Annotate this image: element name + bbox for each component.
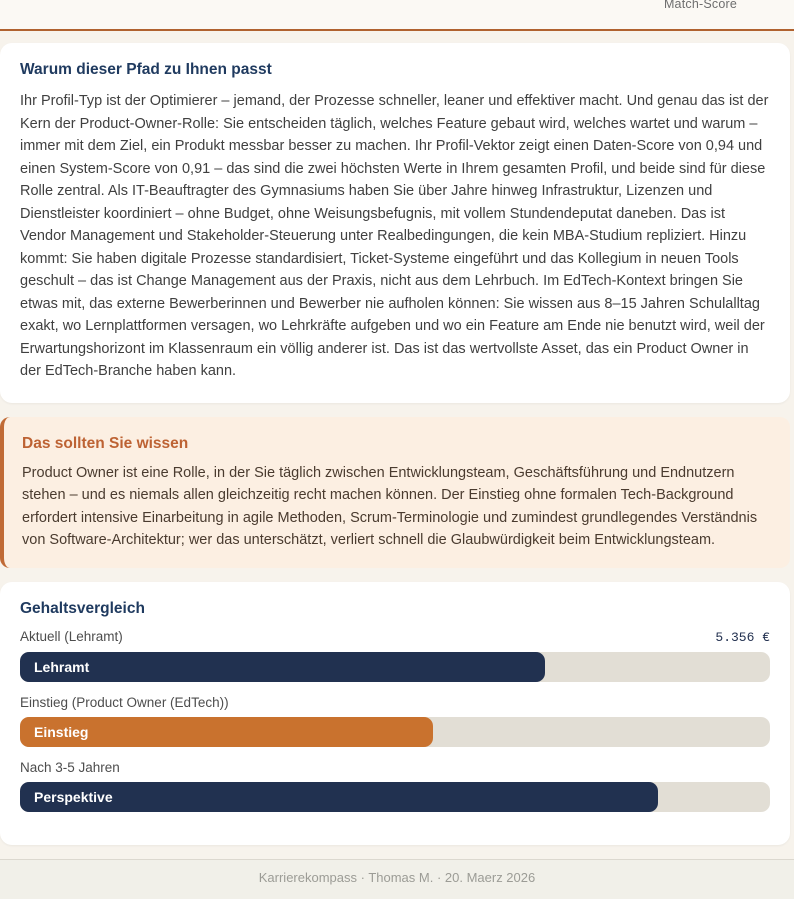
salary-bar-lehramt — [20, 652, 545, 682]
page-footer — [0, 859, 794, 899]
salary-row-head — [20, 695, 770, 710]
salary-row-label: Nach 3-5 Jahren — [20, 759, 120, 775]
salary-bar-track — [20, 717, 770, 747]
salary-row-label: Aktuell (Lehramt) — [20, 628, 123, 644]
salary-row-label: Einstieg (Product Owner (EdTech)) — [20, 694, 229, 710]
salary-bar-label: Lehramt — [34, 658, 90, 675]
salary-bar-track — [20, 652, 770, 682]
warning-card-title: Das sollten Sie wissen — [22, 434, 189, 452]
match-score-label: Match-Score — [663, 0, 737, 11]
salary-row-head — [20, 760, 770, 775]
salary-bar-label: Perspektive — [34, 788, 113, 805]
salary-row-current — [20, 629, 770, 682]
salary-bar-perspektive — [20, 782, 658, 812]
salary-bar-track — [20, 782, 770, 812]
warning-card — [0, 417, 790, 568]
salary-bar-einstieg — [20, 717, 433, 747]
main-content — [0, 31, 794, 859]
salary-row-entry — [20, 695, 770, 747]
salary-bar-label: Einstieg — [34, 723, 89, 740]
salary-row-perspective — [20, 760, 770, 812]
top-header — [0, 0, 794, 31]
warning-card-body: Product Owner ist eine Rolle, in der Sie täglich zwischen Entwicklungsteam, Geschäftsführung und Endnutzern stehen – und es niemals allen gleichzeitig recht machen können. Der Einstieg ohne formalen Tech-Background erfordert intensive Einarbeitung in agile Methoden, Scrum-Terminologie und zumindest grundlegendes Verständnis von Software-Architektur; wer das unterschätzt, verliert schnell die Glaubwürdigkeit beim Entwicklungsteam. — [22, 464, 758, 548]
reason-card-body: Ihr Profil-Typ ist der Optimierer – jemand, der Prozesse schneller, leaner und effektiver macht. Und genau das ist der Kern der Product-Owner-Rolle: Sie entscheiden täglich, welches Feature gebaut wird, welches wartet und warum – immer mit dem Ziel, ein Produkt messbar besser zu machen. Ihr Profil-Vektor zeigt einen Daten-Score von 0,94 und einen System-Score von 0,91 – das sind die zwei höchsten Werte in Ihrem gesamten Profil, und beide sind für diese Rolle zentral. Als IT-Beauftragter des Gymnasiums haben Sie über Jahre hinweg Infrastruktur, Lizenzen und Dienstleister koordiniert – ohne Budget, ohne Weisungsbefugnis, mit vollem Stundendeputat daneben. Das ist Vendor Management und Stakeholder-Steuerung unter Realbedingungen, die kein MBA-Studium repliziert. Hinzu kommt: Sie haben digitale Prozesse standardisiert, Ticket-Systeme eingeführt und das Kollegium in neuen Tools geschult – das ist Change Management aus der Praxis, nicht aus dem Lehrbuch. Im EdTech-Kontext bringen Sie etwas mit, das externe Bewerberinnen und Bewerber nie aufholen können: Sie wissen aus 8–15 Jahren Schulalltag exakt, wo Lernplattformen versagen, wo Lehrkräfte aufgeben und wo ein Feature am Ende nie benutzt wird, weil der Erwartungshorizont im Klassenraum ein völlig anderer ist. Das ist das wertvollste Asset, das ein Product Owner in der EdTech-Branche haben kann. — [20, 93, 769, 379]
salary-card-title: Gehaltsvergleich — [20, 599, 145, 617]
salary-card — [0, 582, 790, 845]
reason-card-title: Warum dieser Pfad zu Ihnen passt — [20, 61, 272, 78]
footer-text: Karrierekompass · Thomas M. · 20. Maerz 2026 — [258, 869, 536, 885]
salary-row-head — [20, 629, 770, 645]
salary-row-value: 5.356 € — [715, 629, 770, 645]
reason-card — [0, 43, 790, 403]
